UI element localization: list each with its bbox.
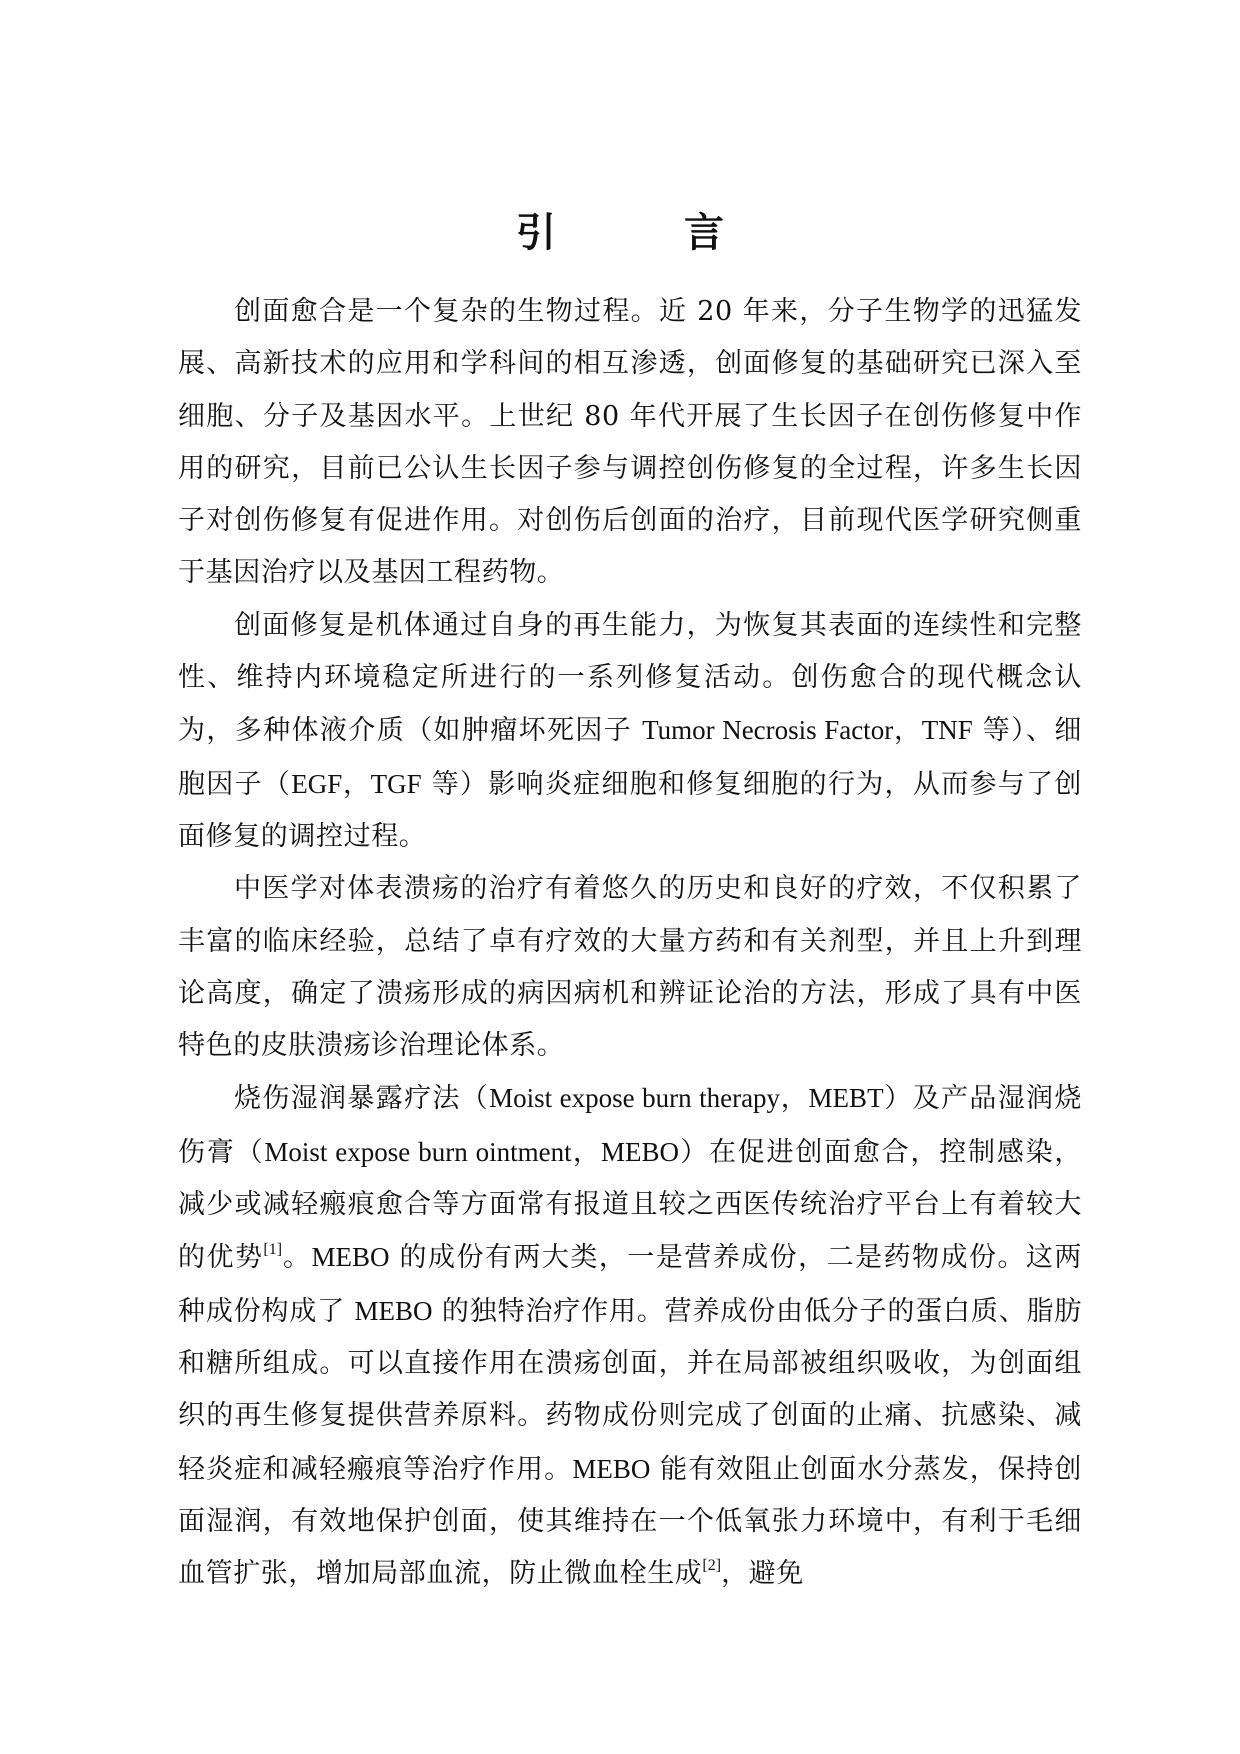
citation-ref: [1] <box>263 1241 283 1259</box>
text-run: 的独特治疗作用。营养成份由低分子的蛋白质、脂肪和糖所组成。可以直接作用在溃疡创面，并在局部被组织吸收，为创面组织的再生修复提供营养原料。药物成份则完成了创面的止痛、抗感染、减轻炎症和减轻瘢痕等治疗作用。 <box>178 1295 1082 1485</box>
latin-term: Moist expose burn therapy，MEBT <box>489 1083 884 1114</box>
latin-term: MEBO <box>572 1453 651 1484</box>
latin-term: Tumor Necrosis Factor，TNF <box>642 715 973 746</box>
body-paragraph <box>178 600 1082 863</box>
text-run: 能有效阻止创面水分蒸发，保持创面湿润，有效地保护创面，使其维持在一个低氧张力环境中，有利于毛细血管扩张，增加局部血流，防止微血栓生成 <box>178 1453 1082 1590</box>
latin-term: MEBO <box>354 1295 433 1326</box>
body-text <box>178 286 1082 1600</box>
text-run: 创面修复是机体通过自身的再生能力，为恢复其表面的连续性和完整性、维持内环境稳定所进行的一系列修复活动。创伤愈合的现代概念认为，多种体液介质（如肿瘤坏死因子 <box>178 609 1082 747</box>
text-run: ）在促进创面愈合，控制感染，减少或减轻瘢痕愈合等方面常有报道且较之西医传统治疗平台上有着较大的优势 <box>178 1136 1082 1274</box>
text-run: 中医学对体表溃疡的治疗有着悠久的历史和良好的疗效，不仅积累了丰富的临床经验，总结了卓有疗效的大量方药和有关剂型，并且上升到理论高度，确定了溃疡形成的病因病机和辨证论治的方法，形成了具有中医特色的皮肤溃疡诊治理论体系。 <box>178 873 1082 1062</box>
text-run: 等）、细胞因子（ <box>178 715 1082 800</box>
text-run: 创面愈合是一个复杂的生物过程。近 20 年来，分子生物学的迅猛发展、高新技术的应用和学科间的相互渗透，创面修复的基础研究已深入至细胞、分子及基因水平。上世纪 80 年代开展了生长因子在创伤修复中作用的研究，目前已公认生长因子参与调控创伤修复的全过程，许多生长因子对创伤修复有促进作用。对创伤后创面的治疗，目前现代医学研究侧重于基因治疗以及基因工程药物。 <box>178 296 1082 589</box>
text-run: ）及产品湿润烧伤膏（ <box>178 1083 1082 1168</box>
page-title: 引 言 <box>516 208 768 256</box>
text-run: ，避免 <box>721 1558 804 1590</box>
text-run: 烧伤湿润暴露疗法（ <box>234 1083 490 1115</box>
citation-ref: [2] <box>702 1557 722 1575</box>
latin-term: MEBO <box>311 1242 390 1273</box>
body-paragraph <box>178 1072 1082 1600</box>
body-paragraph <box>178 863 1082 1072</box>
text-run: 。 <box>282 1242 312 1274</box>
latin-term: EGF，TGF <box>291 768 422 799</box>
text-run: 的成份有两大类，一是营养成份，二是药物成份。这两种成份构成了 <box>178 1242 1082 1327</box>
latin-term: Moist expose burn ointment，MEBO <box>264 1136 680 1167</box>
text-run: 等）影响炎症细胞和修复细胞的行为，从而参与了创面修复的调控过程。 <box>178 768 1083 852</box>
body-paragraph <box>178 286 1082 600</box>
